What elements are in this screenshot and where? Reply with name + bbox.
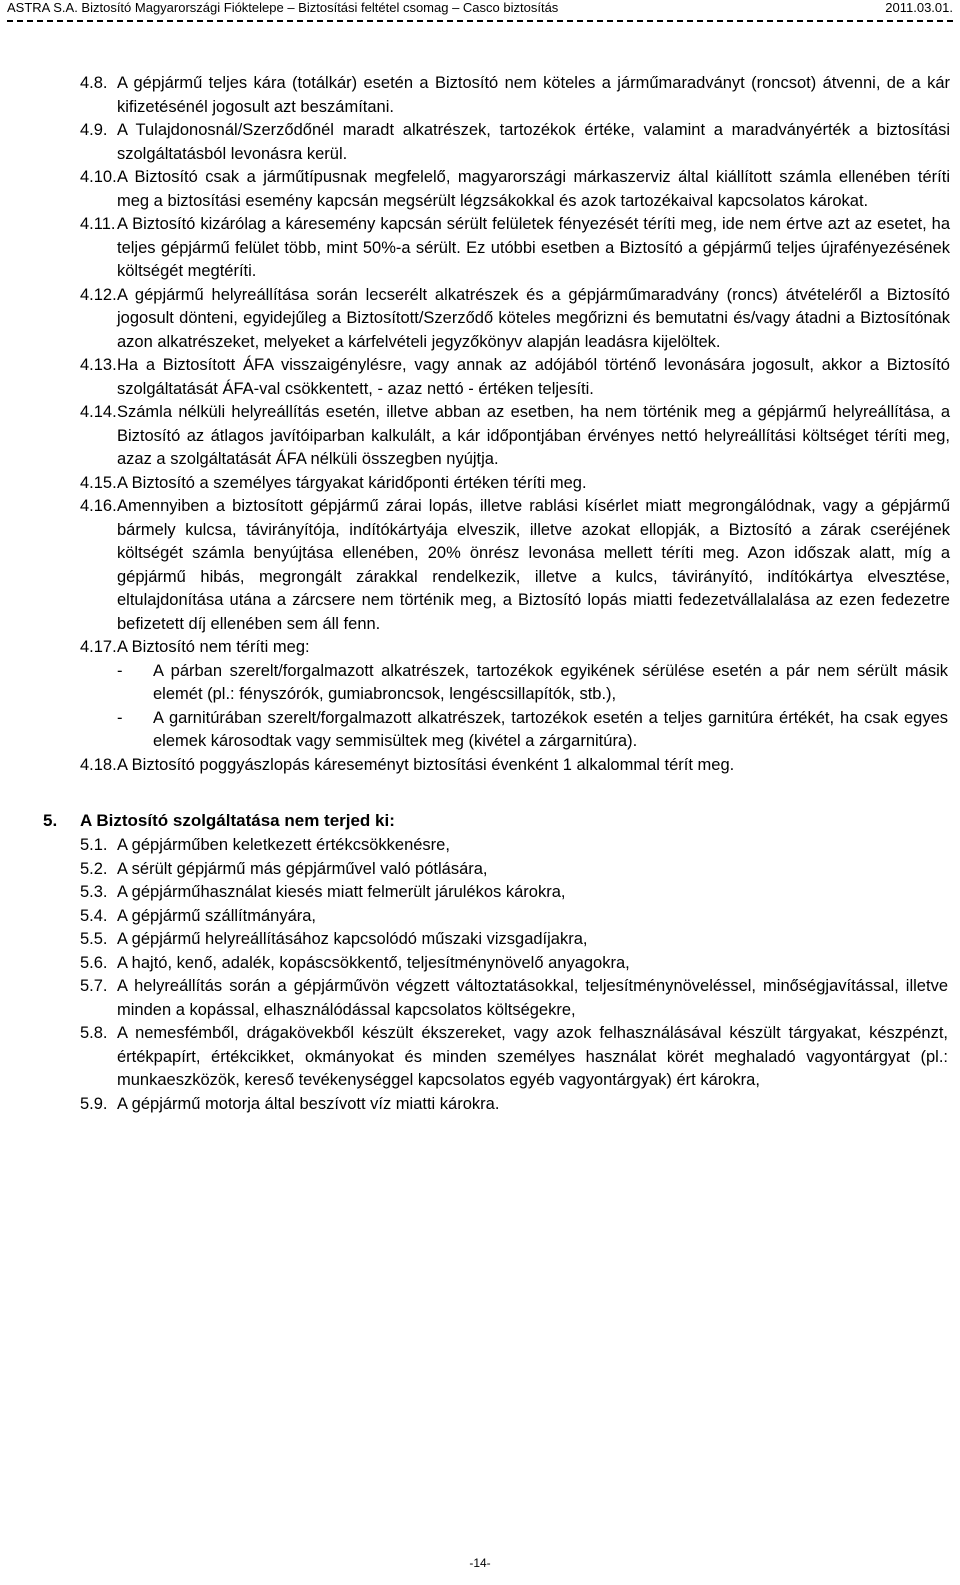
numbered-item: [0, 881, 960, 905]
item-number: 5.2.: [80, 859, 108, 878]
page-header: [7, 0, 953, 22]
numbered-item: [0, 166, 960, 213]
header-title: ASTRA S.A. Biztosító Magyarországi Fióktelepe – Biztosítási feltétel csomag – Casco biztosítás: [7, 0, 559, 15]
item-text: A párban szerelt/forgalmazott alkatrészek, tartozékok egyikének sérülése esetén a pár nem sérült másik elemét (pl.: fényszórók, gumiabroncsok, lengéscsillapítók, stb.),: [153, 661, 948, 703]
bullet-item: [0, 660, 960, 707]
item-number: 5.8.: [80, 1024, 108, 1042]
item-number: 4.10.: [80, 168, 117, 186]
item-number: 4.11.: [80, 215, 116, 233]
item-text: A Biztosító nem téríti meg:: [117, 638, 310, 656]
section-5-items: [0, 834, 960, 1116]
item-text: A Biztosító poggyászlopás káreseményt biztosítási évenként 1 alkalommal térít meg.: [117, 755, 735, 774]
header-divider: [7, 20, 953, 22]
item-text: A Biztosító kizárólag a káresemény kapcsán sérült felületek fényezését téríti meg, ide nem értve azt az esetet, ha teljes gépjármű felület több, mint 50%-a sérült. Ez utóbbi esetben a Biztosító a gépjármű teljes újrafényezésének költségét megtéríti.: [117, 215, 950, 280]
bullet-mark: -: [117, 661, 123, 680]
item-text: Számla nélküli helyreállítás esetén, illetve abban az esetben, ha nem történik meg a gépjármű helyreállítása, a Biztosító az átlagos javítóiparban kalkulált, a kár időpontjában érvényes nettó helyreállítási költséget téríti meg, azaz a szolgáltatását ÁFA nélküli összegben nyújtja.: [117, 403, 950, 468]
section-number: 5.: [43, 811, 58, 830]
item-number: 4.14.: [80, 403, 117, 421]
item-text: A nemesfémből, drágakövekből készült ékszereket, vagy azok felhasználásával készült tárgyakat, készpénzt, értékpapírt, értékcikket, okmányokat és minden személyes használat körét meghaladó vagyontárgyat (pl.: munkaeszközök, kereső tevékenységgel kapcsolatos egyéb vagyontárgyak) ért károkra,: [117, 1024, 948, 1089]
item-number: 4.16.: [80, 497, 117, 515]
bullet-item: [0, 707, 960, 754]
item-number: 4.9.: [80, 121, 108, 139]
item-text: A sérült gépjármű más gépjárművel való pótlására,: [117, 859, 488, 878]
numbered-item: [0, 858, 960, 882]
document-body: [0, 72, 960, 1116]
item-number: 4.8.: [80, 74, 108, 92]
item-number: 5.4.: [80, 906, 108, 925]
numbered-item: [0, 72, 960, 119]
numbered-item: [0, 213, 960, 284]
item-text: A Biztosító a személyes tárgyakat káridőponti értéken téríti meg.: [117, 473, 587, 492]
item-number: 4.17.: [80, 638, 117, 656]
item-text: A Biztosító csak a járműtípusnak megfelelő, magyarországi márkaszerviz által kiállított számla ellenében téríti meg a biztosítási esemény kapcsán megsérült légzsákokkal és azok tartozékaival kapcsolatos károkat.: [117, 168, 950, 210]
numbered-item: [0, 905, 960, 929]
item-number: 5.7.: [80, 977, 108, 995]
item-text: A gépjármű helyreállításához kapcsolódó műszaki vizsgadíjakra,: [117, 930, 588, 948]
numbered-item: [0, 284, 960, 355]
numbered-item: [0, 952, 960, 976]
item-text: A helyreállítás során a gépjárművön végzett változtatásokkal, teljesítménynöveléssel, minőségjavítással, illetve minden a kopással, elhasználódással kapcsolatos költségekre,: [117, 977, 948, 1019]
bullet-mark: -: [117, 708, 123, 727]
numbered-item: [0, 1093, 960, 1117]
header-date: 2011.03.01.: [885, 0, 953, 15]
section-5-heading: [0, 809, 960, 834]
numbered-item: [0, 975, 960, 1022]
item-text: A gépjármű helyreállítása során lecserélt alkatrészek és a gépjárműmaradvány (roncs) átvételéről a Biztosító jogosult dönteni, egyidejűleg a Biztosított/Szerződő köteles megőrizni és bemutatni és/vagy átadni a Biztosítónak azon alkatrészeket, melyeket a kárfelvételi jegyzőkönyv alapján leadásra kijelöltek.: [117, 285, 950, 351]
item-text: Amennyiben a biztosított gépjármű zárai lopás, illetve rablási kísérlet miatt megrongálódnak, vagy a gépjármű bármely kulcsa, távirányítója, indítókártyája elveszik, illetve azokat ellopják, a Biztosító a zárak cseréjének költségét számla benyújtása ellenében, 20% önrész levonása mellett téríti meg. Azon időszak alatt, míg a gépjármű hibás, megrongált zárakkal rendelkezik, illetve a kulcs, távirányító, indítókártya elvesztése, eltulajdonítása utána a zárcsere nem történik meg, a Biztosító lopás miatti fedezetvállalalása az ezen fedezetre befizetett díj ellenében sem áll fenn.: [117, 497, 950, 633]
item-number: 5.5.: [80, 930, 108, 948]
numbered-item: [0, 928, 960, 952]
item-text: Ha a Biztosított ÁFA visszaigénylésre, vagy annak az adójából történő levonására jogosult, akkor a Biztosító szolgáltatását ÁFA-val csökkentett, - azaz nettó - értéken teljesíti.: [117, 356, 950, 398]
item-number: 4.15.: [80, 473, 117, 492]
numbered-item: [0, 834, 960, 858]
numbered-item: [0, 495, 960, 636]
item-4-17-list: [0, 660, 960, 754]
item-number: 5.1.: [80, 836, 108, 854]
item-number: 5.9.: [80, 1094, 108, 1113]
item-text: A gépjármű teljes kára (totálkár) esetén a Biztosító nem köteles a járműmaradványt (roncsot) átvenni, de a kár kifizetésénél jogosult azt beszámítani.: [117, 74, 950, 116]
item-text: A gépjárműhasználat kiesés miatt felmerült járulékos károkra,: [117, 883, 566, 901]
numbered-item: [0, 401, 960, 472]
item-number: 4.18.: [80, 755, 117, 774]
item-number: 4.13.: [80, 356, 117, 374]
item-number: 4.12.: [80, 285, 117, 304]
page-number: -14-: [469, 1556, 491, 1570]
item-text: A gépjármű szállítmányára,: [117, 906, 317, 925]
numbered-item: [0, 472, 960, 496]
numbered-item: [0, 754, 960, 778]
item-text: A hajtó, kenő, adalék, kopáscsökkentő, teljesítménynövelő anyagokra,: [117, 953, 630, 972]
item-text: A gépjárműben keletkezett értékcsökkenésre,: [117, 836, 450, 854]
item-number: 5.3.: [80, 883, 108, 901]
section-4-items: [0, 72, 960, 660]
item-text: A Tulajdonosnál/Szerződőnél maradt alkatrészek, tartozékok értéke, valamint a maradványérték a biztosítási szolgáltatásból levonásra kerül.: [117, 121, 950, 163]
item-text: A gépjármű motorja által beszívott víz miatti károkra.: [117, 1094, 500, 1113]
item-number: 5.6.: [80, 953, 108, 972]
section-title: A Biztosító szolgáltatása nem terjed ki:: [80, 811, 395, 830]
numbered-item: [0, 354, 960, 401]
numbered-item: [0, 1022, 960, 1093]
numbered-item: [0, 636, 960, 660]
item-text: A garnitúrában szerelt/forgalmazott alkatrészek, tartozékok esetén a teljes garnitúra értékét, ha csak egyes elemek károsodtak vagy semmisültek meg (kivétel a zárgarnitúra).: [153, 708, 948, 750]
numbered-item: [0, 119, 960, 166]
